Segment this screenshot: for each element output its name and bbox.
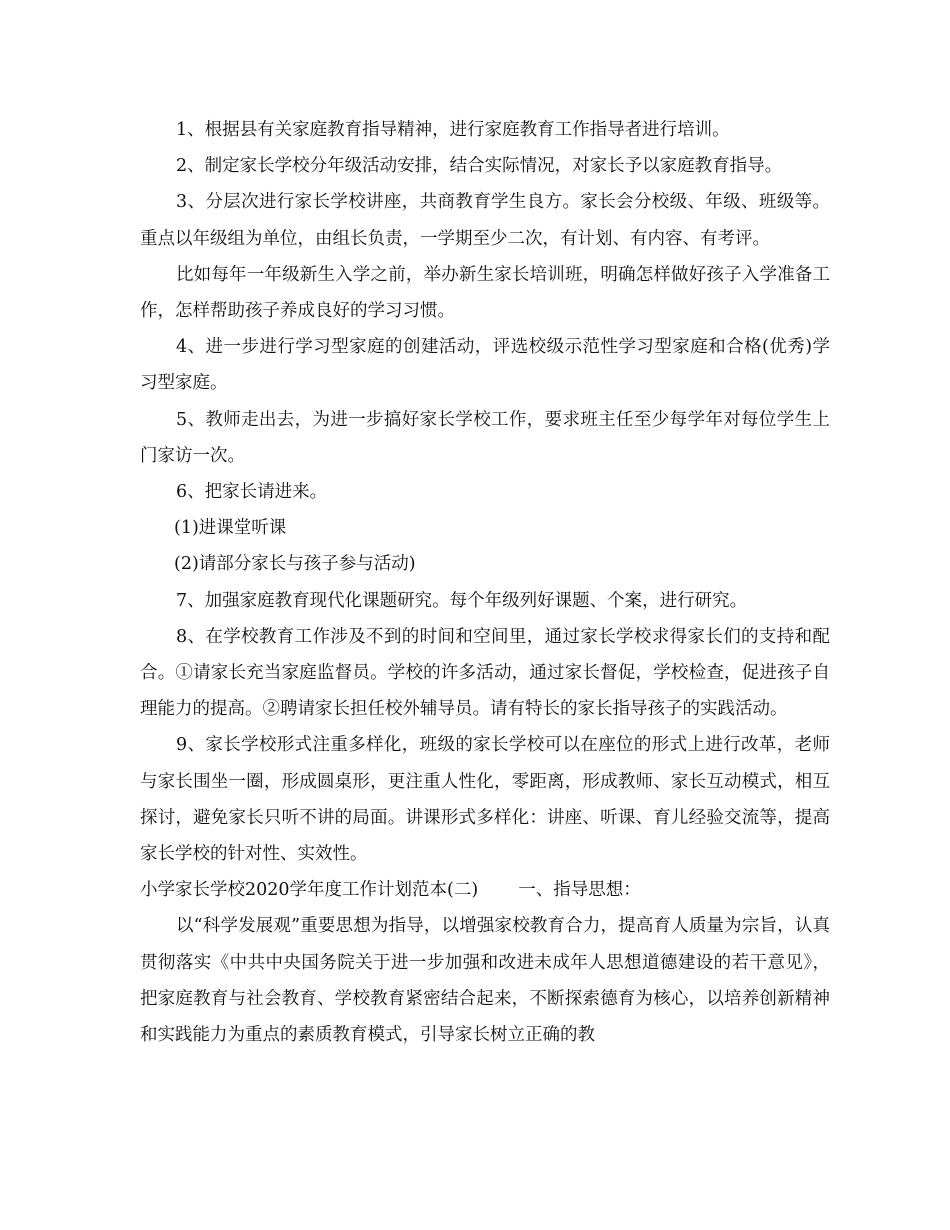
paragraph-item-7: 7、加强家庭教育现代化课题研究。每个年级列好课题、个案，进行研究。 xyxy=(176,590,748,611)
paragraph-item-4: 4、进一步进行学习型家庭的创建活动，评选校级示范性学习型家庭和合格(优秀)学习型家庭。 xyxy=(140,337,830,394)
section-heading xyxy=(140,872,830,908)
paragraph-item-3: 3、分层次进行家长学校讲座，共商教育学生良方。家长会分校级、年级、班级等。重点以年级组为单位，由组长负责，一学期至少二次，有计划、有内容、有考评。 xyxy=(140,192,830,249)
paragraph-item-2: 2、制定家长学校分年级活动安排，结合实际情况，对家长予以家庭教育指导。 xyxy=(176,156,783,177)
paragraph-item-8: 8、在学校教育工作涉及不到的时间和空间里，通过家长学校求得家长们的支持和配合。①请家长充当家庭监督员。学校的许多活动，通过家长督促，学校检查，促进孩子自理能力的提高。②聘请家长担任校外辅导员。请有特长的家长指导孩子的实践活动。 xyxy=(140,626,830,720)
paragraph-item-1: 1、根据县有关家庭教育指导精神，进行家庭教育工作指导者进行培训。 xyxy=(176,120,730,140)
paragraph-item-5: 5、教师走出去，为进一步搞好家长学校工作，要求班主任至少每学年对每位学生上门家访一次。 xyxy=(140,409,830,466)
sub-item-2: (2)请部分家长与孩子参与活动) xyxy=(174,554,416,575)
section-title: 小学家长学校2020学年度工作计划范本(二) xyxy=(140,880,479,901)
paragraph-guiding-thought: 以“科学发展观”重要思想为指导，以增强家校教育合力，提高育人质量为宗旨，认真贯彻落实《中共中央国务院关于进一步加强和改进未成年人思想道德建设的若干意见》，把家庭教育与社会教育、学校教育紧密结合起来，不断探索德育为核心，以培养创新精神和实践能力为重点的素质教育模式，引导家长树立正确的教 xyxy=(140,916,830,1046)
paragraph-item-9: 9、家长学校形式注重多样化，班级的家长学校可以在座位的形式上进行改革，老师与家长围坐一圈，形成圆桌形，更注重人性化，零距离，形成教师、家长互动模式，相互探讨，避免家长只听不讲的局面。讲课形式多样化：讲座、听课、育儿经验交流等，提高家长学校的针对性、实效性。 xyxy=(140,735,830,865)
paragraph-item-6: 6、把家长请进来。 xyxy=(176,482,328,503)
paragraph-example: 比如每年一年级新生入学之前，举办新生家长培训班，明确怎样做好孩子入学准备工作，怎样帮助孩子养成良好的学习习惯。 xyxy=(140,264,830,322)
section-subtitle: 一、指导思想： xyxy=(518,880,641,901)
document-body xyxy=(140,112,830,1053)
sub-item-1: (1)进课堂听课 xyxy=(174,518,287,539)
